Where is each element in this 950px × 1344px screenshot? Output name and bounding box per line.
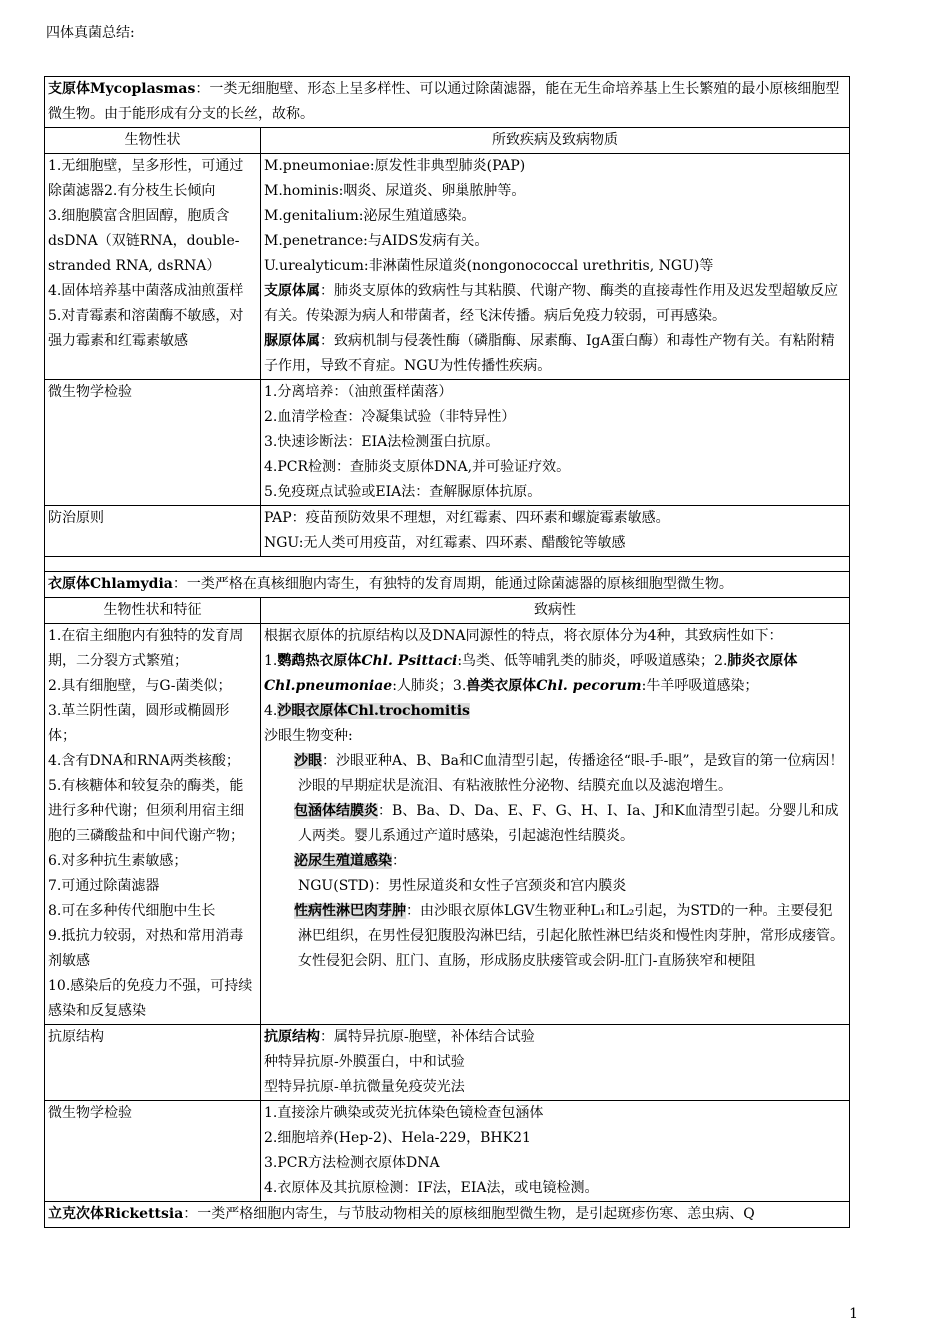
- disease-item: M.pneumoniae:原发性非典型肺炎(PAP): [264, 158, 526, 174]
- header-biological-traits: 生物性状: [45, 128, 261, 154]
- lab-label: 微生物学检验: [45, 380, 261, 506]
- variant-text: ：沙眼亚种A、B、Ba和C血清型引起，传播途径“眼-手-眼”，是致盲的第一位病因！沙眼的早期症状是流泪、有粘液脓性分泌物、结膜充血以及滤泡增生。: [298, 753, 844, 794]
- ureaplasma-genus-label: 脲原体属: [264, 333, 320, 349]
- trait-item: 8.可在多种传代细胞中生长: [48, 903, 216, 919]
- variant-name: 沙眼: [294, 753, 322, 769]
- species-text: :牛羊呼吸道感染；: [641, 678, 759, 694]
- antigen-item: 种特异抗原-外膜蛋白，中和试验: [264, 1054, 465, 1070]
- chlamydia-traits-row: [45, 624, 850, 1025]
- chlamydia-header-row: [45, 598, 850, 624]
- mycoplasma-genus-label: 支原体属: [264, 283, 320, 299]
- pathogenicity-intro: 根据衣原体的抗原结构以及DNA同源性的特点，将衣原体分为4种，其致病性如下：: [264, 628, 783, 644]
- page-number: 1: [849, 1306, 858, 1322]
- variant-item: [264, 849, 846, 874]
- species-name: 沙眼衣原体Chl.trochomitis: [277, 703, 470, 719]
- variant-text: ：: [392, 853, 406, 869]
- variants-title: 沙眼生物变种:: [264, 728, 353, 744]
- antigen-bold-label: 抗原结构: [264, 1029, 320, 1045]
- disease-item: M.hominis:咽炎、尿道炎、卵巢脓肿等。: [264, 183, 526, 199]
- variant-name: 包涵体结膜炎: [294, 803, 378, 819]
- variant-name: 泌尿生殖道感染: [294, 853, 392, 869]
- species-name: 鹦鹉热衣原体: [277, 653, 362, 669]
- variant-number: [264, 749, 294, 774]
- species-name: 肺炎衣原体: [727, 653, 798, 669]
- antigen-item: [264, 1025, 846, 1050]
- trait-item: 3.革兰阴性菌，圆形或椭圆形体；: [48, 703, 230, 744]
- lab-item: 3.PCR方法检测衣原体DNA: [264, 1155, 440, 1171]
- chlamydia-lab-row: [45, 1101, 850, 1202]
- trait-item: 6.对多种抗生素敏感；: [48, 853, 188, 869]
- trait-item: 2.具有细胞壁，与G-菌类似；: [48, 678, 232, 694]
- variant-item: [264, 799, 846, 849]
- lab-item: 2.细胞培养(Hep-2)、Hela-229，BHK21: [264, 1130, 531, 1146]
- header-traits-features: 生物性状和特征: [45, 598, 261, 624]
- disease-item: M.penetrance:与AIDS发病有关。: [264, 233, 489, 249]
- lab-item: 4.PCR检测：查肺炎支原体DNA,并可验证疗效。: [264, 459, 571, 475]
- trait-item: 10.感染后的免疫力不强，可持续感染和反复感染: [48, 978, 253, 1019]
- lab-item: 3.快速诊断法：EIA法检测蛋白抗原。: [264, 434, 500, 450]
- lab-item: 1.分离培养：（油煎蛋样菌落）: [264, 384, 453, 400]
- mycoplasma-definition: ：一类无细胞壁、形态上呈多样性、可以通过除菌滤器，能在无生命培养基上生长繁殖的最小原核细胞型微生物。由于能形成有分支的长丝，故称。: [48, 81, 840, 122]
- species-number: 4.: [264, 703, 278, 719]
- variant-number: [264, 899, 294, 924]
- trait-item: 5.对青霉素和溶菌酶不敏感，对强力霉素和红霉素敏感: [48, 308, 244, 349]
- mycoplasma-traits-row: [45, 154, 850, 380]
- chlamydia-intro-row: [45, 572, 850, 598]
- prevention-item: PAP：疫苗预防效果不理想，对红霉素、四环素和螺旋霉素敏感。: [264, 510, 670, 526]
- trait-item: 3.细胞膜富含胆固醇，胞质含dsDNA（双链RNA，double-stranded RNA, dsRNA）: [48, 208, 240, 274]
- lab-item: 5.免疫斑点试验或EIA法：查解脲原体抗原。: [264, 484, 542, 500]
- variant-item: [264, 899, 846, 974]
- chlamydia-antigen-row: [45, 1025, 850, 1101]
- variant-text: ：由沙眼衣原体LGV生物亚种L₁和L₂引起，为STD的一种。主要侵犯淋巴组织，在男性侵犯腹股沟淋巴结，引起化脓性淋巴结炎和慢性肉芽肿，常形成瘘管。女性侵犯会阴、肛门、直肠，形成肠皮肤瘘管或会阴-肛门-直肠狭窄和梗阻: [298, 903, 844, 969]
- trait-item: 4.含有DNA和RNA两类核酸；: [48, 753, 240, 769]
- lab-label: 微生物学检验: [45, 1101, 261, 1202]
- mycoplasma-lab-row: [45, 380, 850, 506]
- ureaplasma-genus-paragraph: [264, 329, 846, 379]
- chlamydia-definition: ：一类严格在真核细胞内寄生，有独特的发育周期，能通过除菌滤器的原核细胞型微生物。: [172, 576, 733, 592]
- header-diseases: 所致疾病及致病物质: [261, 128, 850, 154]
- mycoplasma-prevention-row: [45, 506, 850, 557]
- variant-text: ：B、Ba、D、Da、E、F、G、H、I、Ia、J和K血清型引起。分婴儿和成人两类。婴儿系通过产道时感染，引起滤泡性结膜炎。: [298, 803, 839, 844]
- prevention-item: NGU:无人类可用疫苗，对红霉素、四环素、醋酸铊等敏感: [264, 535, 626, 551]
- page-title: 四体真菌总结:: [46, 25, 135, 41]
- species-latin: Chl. Psittaci: [361, 653, 458, 669]
- species-list: [264, 649, 846, 699]
- variant-item: [264, 749, 846, 799]
- trait-item: 9.抵抗力较弱，对热和常用消毒剂敏感: [48, 928, 244, 969]
- prevention-label: 防治原则: [45, 506, 261, 557]
- antigen-label: 抗原结构: [45, 1025, 261, 1101]
- variant-name: 性病性淋巴肉芽肿: [294, 903, 406, 919]
- species-trachomatis: [264, 699, 846, 724]
- mycoplasma-name: 支原体Mycoplasmas: [48, 81, 196, 97]
- spacer-row: [45, 557, 850, 572]
- variant-subitem: NGU(STD)：男性尿道炎和女性子宫颈炎和宫内膜炎: [298, 878, 627, 894]
- species-number: 2.: [714, 653, 728, 669]
- trait-item: 4.固体培养基中菌落成油煎蛋样: [48, 283, 244, 299]
- mycoplasma-genus-paragraph: [264, 279, 846, 329]
- disease-item: U.urealyticum:非淋菌性尿道炎(nongonococcal urethritis, NGU)等: [264, 258, 714, 274]
- rickettsia-intro-row: [45, 1202, 850, 1228]
- mycoplasma-genus-text: ：肺炎支原体的致病性与其粘膜、代谢产物、酶类的直接毒性作用及迟发型超敏反应有关。传染源为病人和带菌者，经飞沫传播。病后免疫力较弱，可再感染。: [264, 283, 838, 324]
- rickettsia-definition: ：一类严格细胞内寄生，与节肢动物相关的原核细胞型微生物，是引起斑疹伤寒、恙虫病、Q: [183, 1206, 755, 1222]
- chlamydia-name: 衣原体Chlamydia: [48, 576, 173, 592]
- variant-number: [264, 799, 294, 824]
- ureaplasma-genus-text: ：致病机制与侵袭性酶（磷脂酶、尿素酶、IgA蛋白酶）和毒性产物有关。有粘附精子作用，导致不育症。NGU为性传播性疾病。: [264, 333, 835, 374]
- trait-item: 1.无细胞壁，呈多形性，可通过除菌滤器2.有分枝生长倾向: [48, 158, 244, 199]
- antigen-item: 型特异抗原-单抗微量免疫荧光法: [264, 1079, 465, 1095]
- summary-table: [44, 76, 850, 1228]
- header-pathogenicity: 致病性: [261, 598, 850, 624]
- species-text: :鸟类、低等哺乳类的肺炎，呼吸道感染；: [457, 653, 715, 669]
- disease-item: M.genitalium:泌尿生殖道感染。: [264, 208, 476, 224]
- lab-item: 2.血清学检查：冷凝集试验（非特异性）: [264, 409, 516, 425]
- species-number: 3.: [452, 678, 467, 694]
- trait-item: 5.有核糖体和较复杂的酶类，能进行多种代谢；但须利用宿主细胞的三磷酸盐和中间代谢产物；: [48, 778, 244, 844]
- lab-item: 4.衣原体及其抗原检测：IF法，EIA法，或电镜检测。: [264, 1180, 599, 1196]
- mycoplasma-intro-row: [45, 77, 850, 128]
- species-latin: Chl.pneumoniae: [264, 678, 393, 694]
- trait-item: 7.可通过除菌滤器: [48, 878, 160, 894]
- rickettsia-name: 立克次体Rickettsia: [48, 1206, 184, 1222]
- species-latin: Chl. pecorum: [536, 678, 642, 694]
- mycoplasma-header-row: [45, 128, 850, 154]
- species-number: 1.: [264, 653, 278, 669]
- trait-item: 1.在宿主细胞内有独特的发育周期，二分裂方式繁殖；: [48, 628, 244, 669]
- lab-item: 1.直接涂片碘染或荧光抗体染色镜检查包涵体: [264, 1105, 544, 1121]
- variant-number: [264, 849, 294, 874]
- species-name: 兽类衣原体: [466, 678, 537, 694]
- species-text: :人肺炎；: [392, 678, 453, 694]
- antigen-text: ：属特异抗原-胞壁，补体结合试验: [320, 1029, 535, 1045]
